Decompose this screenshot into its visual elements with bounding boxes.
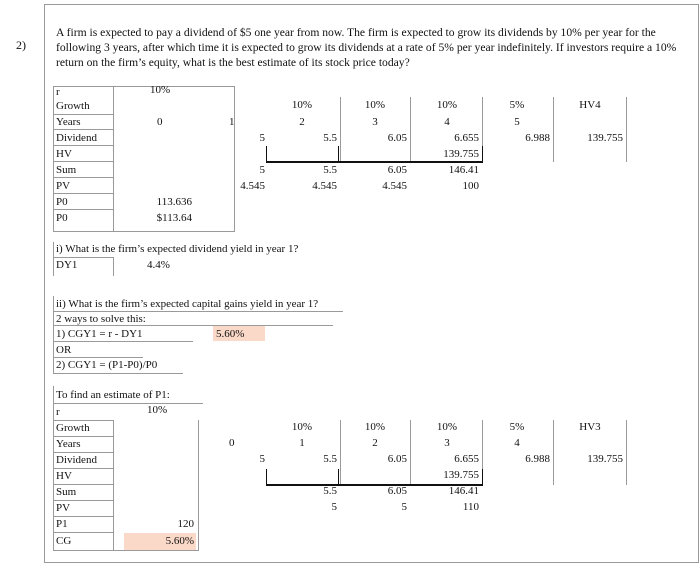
t1-sum-1: 5 xyxy=(259,164,265,176)
q1-question: i) What is the firm’s expected dividend yield in year 1? xyxy=(56,243,299,255)
t1-sum-2: 5.5 xyxy=(323,164,337,176)
t2-sum-2: 6.05 xyxy=(387,485,407,497)
t1-year-2: 2 xyxy=(299,116,305,128)
t1-pv-1: 4.545 xyxy=(240,180,265,192)
q2-question: ii) What is the firm’s expected capital gains yield in year 1? xyxy=(56,298,319,310)
q1-label: DY1 xyxy=(56,259,78,271)
t1-sum-4: 146.41 xyxy=(448,164,479,176)
t2-pv-2: 5 xyxy=(401,501,407,513)
t1-growth-hv: HV4 xyxy=(579,99,601,111)
t2-year-2: 2 xyxy=(372,437,378,449)
t2-pv-label: PV xyxy=(56,502,71,514)
t1-growth-4: 5% xyxy=(509,99,525,111)
q2-or: OR xyxy=(56,344,72,356)
t1-pv-2: 4.545 xyxy=(312,180,337,192)
t2-pv-1: 5 xyxy=(331,501,337,513)
t1-year-1: 1 xyxy=(229,116,235,128)
t2-cg-value: 5.60% xyxy=(165,535,194,547)
t2-year-3: 3 xyxy=(444,437,450,449)
t1-dividend-label: Dividend xyxy=(56,132,97,144)
t1-year-5: 5 xyxy=(514,116,520,128)
q2-ways: 2 ways to solve this: xyxy=(56,313,146,325)
t1-r-label: r xyxy=(56,86,60,98)
t1-p0-value-a: 113.636 xyxy=(156,196,192,208)
t2-heading: To find an estimate of P1: xyxy=(56,389,170,401)
problem-frame xyxy=(44,4,699,563)
t1-sum-label: Sum xyxy=(56,164,77,176)
t2-cg-label: CG xyxy=(56,535,72,547)
t2-p1-value: 120 xyxy=(177,518,194,530)
t2-growth-hv: HV3 xyxy=(579,421,601,433)
t1-growth-label: Growth xyxy=(56,100,90,112)
t2-growth-4: 5% xyxy=(509,421,525,433)
t2-year-0: 0 xyxy=(229,437,235,449)
t2-hv-value: 139.755 xyxy=(443,469,479,481)
t1-growth-2: 10% xyxy=(364,99,386,111)
t2-pv-3: 110 xyxy=(462,501,479,513)
t2-dividend-3: 6.05 xyxy=(387,453,407,465)
t1-dividend-2: 5.5 xyxy=(323,132,337,144)
q2-value-1: 5.60% xyxy=(216,328,245,340)
t2-years-label: Years xyxy=(56,438,81,450)
t1-dividend-5: 6.988 xyxy=(525,132,550,144)
t2-dividend-4: 6.655 xyxy=(454,453,479,465)
t1-sum-3: 6.05 xyxy=(387,164,407,176)
t1-year-4: 4 xyxy=(444,116,450,128)
t2-hv-label: HV xyxy=(56,470,72,482)
t2-growth-2: 10% xyxy=(364,421,386,433)
t1-growth-1: 10% xyxy=(291,99,313,111)
t2-year-4: 4 xyxy=(514,437,520,449)
t1-dividend-4: 6.655 xyxy=(454,132,479,144)
q1-value: 4.4% xyxy=(147,259,170,271)
t1-years-label: Years xyxy=(56,116,81,128)
t1-hv-value: 139.755 xyxy=(443,148,479,160)
t2-dividend-2: 5.5 xyxy=(323,453,337,465)
t1-year-3: 3 xyxy=(372,116,378,128)
t2-dividend-label: Dividend xyxy=(56,454,97,466)
t1-r-value: 10% xyxy=(150,84,171,96)
t2-sum-label: Sum xyxy=(56,486,77,498)
t2-dividend-1: 5 xyxy=(259,453,265,465)
t2-r-value: 10% xyxy=(147,404,168,416)
t2-r-label: r xyxy=(56,406,60,418)
t1-pv-3: 4.545 xyxy=(382,180,407,192)
t2-dividend-hv: 139.755 xyxy=(587,453,623,465)
problem-text: A firm is expected to pay a dividend of $5 one year from now. The firm is expected to grow its dividends by 10% per year for the following 3 years, after which time it is expected to grow its dividends at a rate of 5% per year indefinitely. If investors require a 10% return on the firm’s equity, what is the best estimate of its stock price today? xyxy=(56,26,677,69)
t1-pv-label: PV xyxy=(56,180,71,192)
t2-growth-label: Growth xyxy=(56,422,90,434)
t1-year-0: 0 xyxy=(157,116,163,128)
t1-pv-4: 100 xyxy=(462,180,479,192)
t1-p0-value-b: $113.64 xyxy=(156,212,192,224)
t1-growth-3: 10% xyxy=(436,99,458,111)
t2-dividend-5: 6.988 xyxy=(525,453,550,465)
t2-growth-3: 10% xyxy=(436,421,458,433)
t2-sum-1: 5.5 xyxy=(323,485,337,497)
t1-p0-label-b: P0 xyxy=(56,212,68,224)
q2-formula-1: 1) CGY1 = r - DY1 xyxy=(56,328,143,340)
t2-year-1: 1 xyxy=(299,437,305,449)
t2-growth-1: 10% xyxy=(291,421,313,433)
t1-hv-label: HV xyxy=(56,148,72,160)
t1-p0-label-a: P0 xyxy=(56,196,68,208)
problem-number: 2) xyxy=(16,38,26,52)
t1-dividend-hv: 139.755 xyxy=(587,132,623,144)
t1-dividend-1: 5 xyxy=(259,132,265,144)
t2-p1-label: P1 xyxy=(56,518,68,530)
t2-sum-3: 146.41 xyxy=(448,485,479,497)
t1-dividend-3: 6.05 xyxy=(387,132,407,144)
q2-formula-2: 2) CGY1 = (P1-P0)/P0 xyxy=(56,359,158,371)
